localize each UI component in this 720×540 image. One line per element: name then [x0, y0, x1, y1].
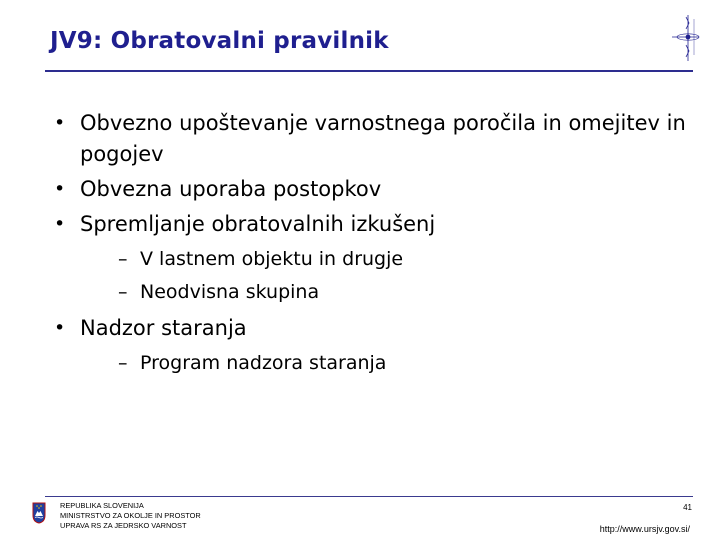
footer-url-link[interactable]: http://www.ursjv.gov.si/: [599, 524, 690, 534]
sub-bullet-text: V lastnem objektu in drugje: [140, 248, 404, 270]
sub-bullet-item: [80, 347, 700, 380]
title-divider: [45, 70, 693, 72]
sub-bullet-item: [80, 243, 700, 276]
footer-org-line: MINISTRSTVO ZA OKOLJE IN PROSTOR: [60, 511, 201, 520]
slide-title: JV9: Obratovalni pravilnik: [50, 28, 389, 54]
footer-org-line: UPRAVA RS ZA JEDRSKO VARNOST: [60, 521, 187, 530]
slovenia-coat-of-arms-icon: [32, 502, 46, 524]
bullet-item: [50, 174, 700, 205]
bullet-item: [50, 108, 700, 170]
bullet-marker: •: [54, 112, 66, 134]
page-number: 41: [683, 503, 692, 512]
sub-bullet-marker: –: [118, 281, 128, 303]
bullet-marker: •: [54, 317, 66, 339]
sub-bullet-item: [80, 276, 700, 309]
sub-bullet-list: [80, 243, 700, 309]
bullet-item: [50, 209, 700, 309]
sub-bullet-text: Program nadzora staranja: [140, 352, 387, 374]
bullet-marker: •: [54, 213, 66, 235]
sub-bullet-marker: –: [118, 352, 128, 374]
sub-bullet-text: Neodvisna skupina: [140, 281, 320, 303]
sub-bullet-list: [80, 347, 700, 380]
footer-org-line: REPUBLIKA SLOVENIJA: [60, 501, 144, 510]
sub-bullet-marker: –: [118, 248, 128, 270]
bullet-text: Nadzor staranja: [80, 316, 247, 340]
bullet-text: Spremljanje obratovalnih izkušenj: [80, 212, 436, 236]
bullet-item: [50, 313, 700, 380]
bullet-text: Obvezno upoštevanje varnostnega poročila in omejitev in pogojev: [80, 111, 686, 166]
footer-organization: [60, 501, 201, 531]
bullet-text: Obvezna uporaba postopkov: [80, 177, 382, 201]
bullet-marker: •: [54, 178, 66, 200]
footer-divider: [45, 496, 693, 497]
bullet-list: [50, 108, 700, 384]
atom-compass-icon: [670, 13, 700, 63]
